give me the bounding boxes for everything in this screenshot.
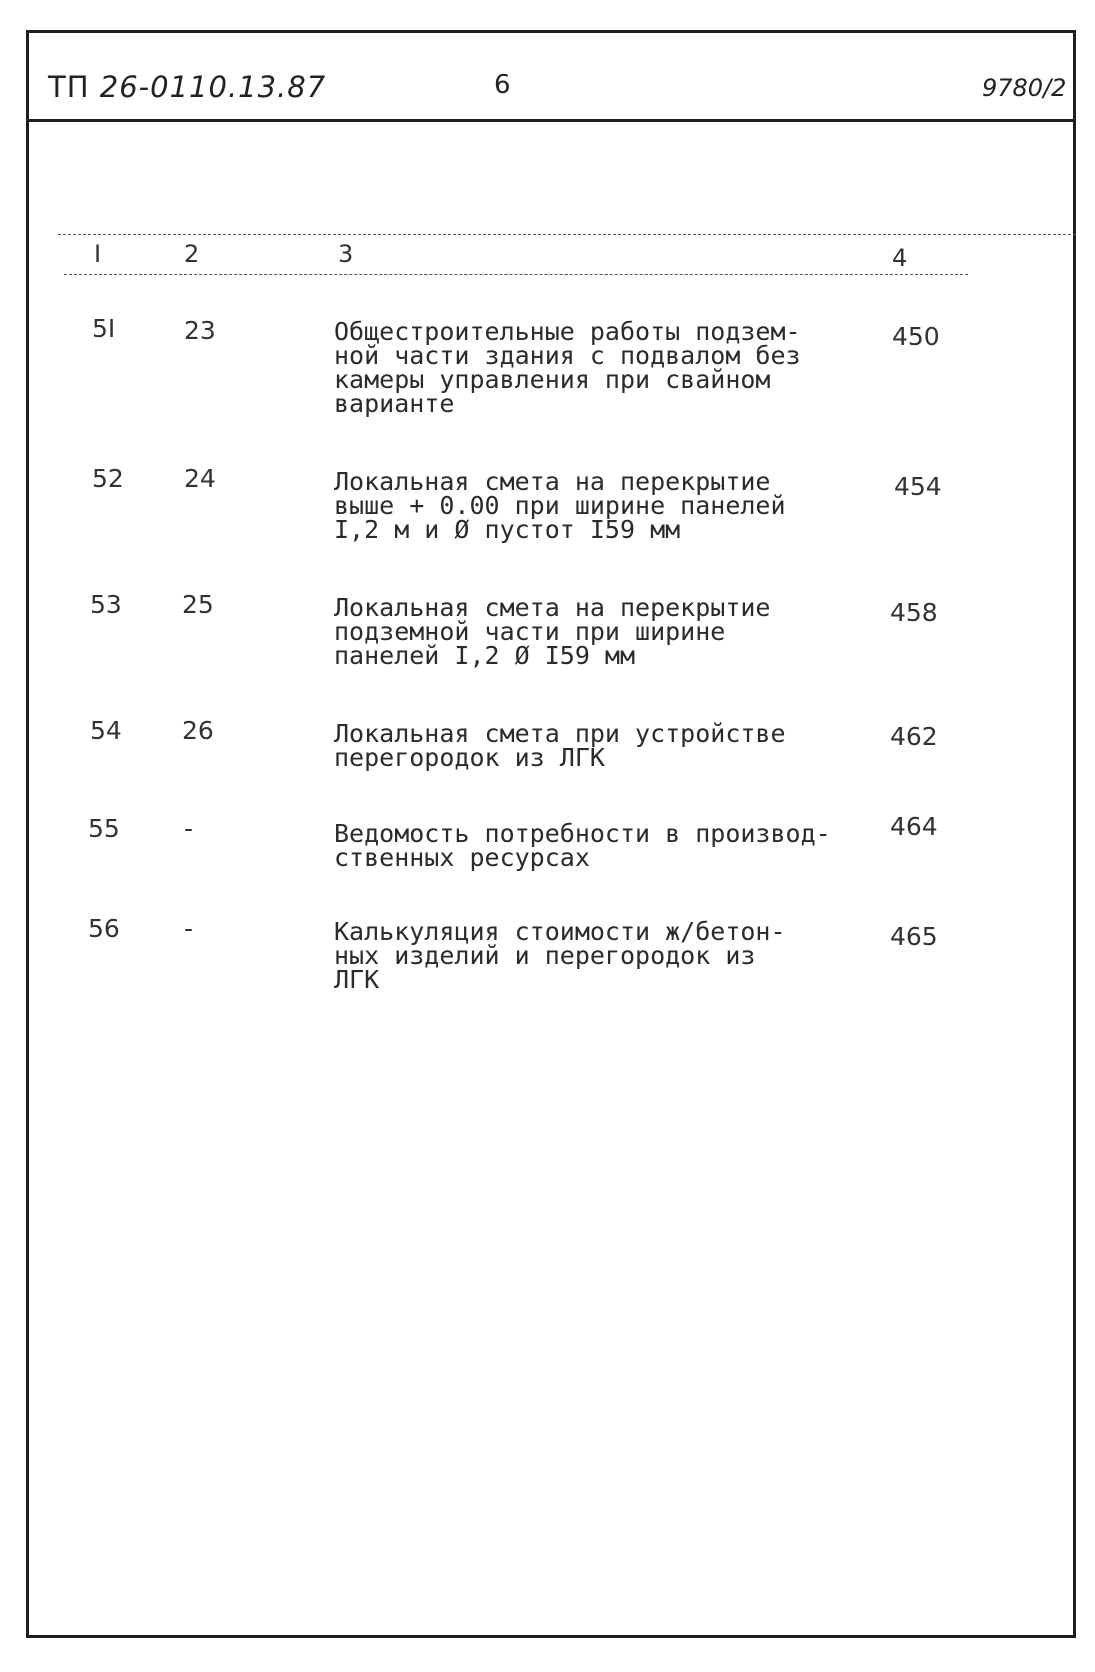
row-title: Локальная смета на перекрытие подземной части при ширине панелей I,2 Ø I59 мм [334,593,771,670]
row-number: 5I [92,314,116,343]
row-section: 26 [182,716,214,745]
row-number: 52 [92,464,124,493]
document-code-prefix: ТП [48,70,90,104]
column-header-4: 4 [892,244,908,272]
row-page: 450 [892,322,940,351]
row-title: Локальная смета при устройстве перегородок из ЛГК [334,719,786,772]
row-title: Калькуляция стоимости ж/бетон- ных изделий и перегородок из ЛГК [334,917,786,994]
row-section: 24 [184,464,216,493]
row-section: 23 [184,316,216,345]
row-section: - [184,914,194,943]
row-page: 458 [890,598,938,627]
header-divider [26,119,1076,122]
album-number: 9780/2 [982,74,1067,102]
row-number: 55 [88,814,120,843]
column-header-1: I [94,240,102,268]
row-section: 25 [182,590,214,619]
document-code [48,70,326,104]
row-title: Ведомость потребности в производ- ственных ресурсах [334,819,831,872]
table-top-rule [58,234,1076,235]
column-header-2: 2 [184,240,200,268]
row-page: 454 [894,472,942,501]
row-number: 56 [88,914,120,943]
row-title: Локальная смета на перекрытие выше + 0.00 при ширине панелей I,2 м и Ø пустот I59 мм [334,467,786,544]
row-title: Общестроительные работы подзем- ной части здания с подвалом без камеры управления при свайном варианте [334,317,801,418]
row-page: 465 [890,922,938,951]
column-header-3: 3 [338,240,354,268]
row-page: 464 [890,812,938,841]
page-number: 6 [494,70,511,100]
row-number: 53 [90,590,122,619]
table-head-rule [64,274,968,275]
row-section: - [184,814,194,843]
row-number: 54 [90,716,122,745]
row-page: 462 [890,722,938,751]
document-code-number: 26-0110.13.87 [99,70,327,104]
